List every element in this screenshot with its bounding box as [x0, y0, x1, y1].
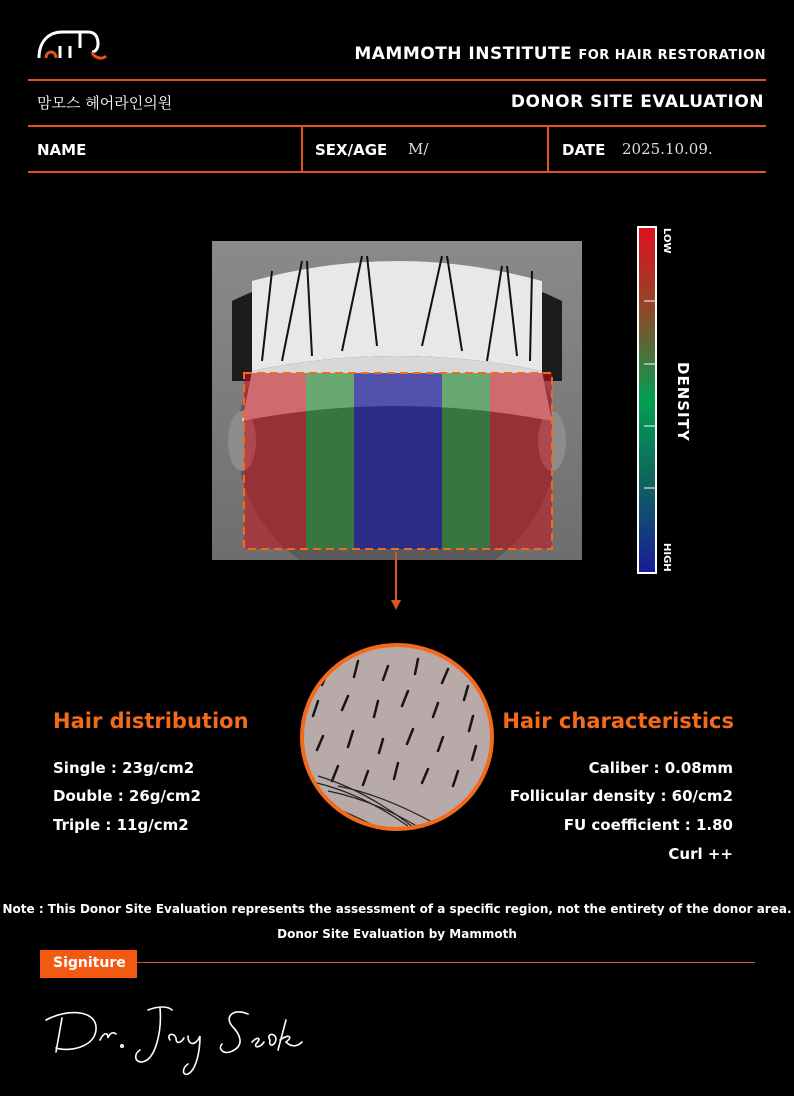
clinic-korean-name: 맘모스 헤어라인의원 [37, 94, 173, 112]
signature-label: Signiture [40, 950, 137, 978]
density-high-label: HIGH [661, 543, 672, 572]
sexage-label: SEX/AGE [315, 141, 388, 159]
characteristics-fu-coefficient: FU coefficient : 1.80 [563, 816, 733, 834]
scalp-photo [212, 241, 582, 560]
mammoth-logo [36, 28, 108, 64]
density-title: DENSITY [674, 362, 692, 442]
institute-name: MAMMOTH INSTITUTE FOR HAIR RESTORATION [354, 44, 766, 64]
evaluation-byline: Donor Site Evaluation by Mammoth [277, 927, 517, 941]
name-label: NAME [37, 141, 87, 159]
characteristics-curl: Curl ++ [668, 845, 733, 863]
evaluation-note: Note : This Donor Site Evaluation represents the assessment of a specific region, not the entirety of the donor area. [2, 902, 792, 916]
characteristics-follicular-density: Follicular density : 60/cm2 [509, 787, 733, 805]
doctor-signature [38, 990, 338, 1080]
scalp-closeup [298, 641, 496, 833]
distribution-single: Single : 23g/cm2 [53, 759, 195, 777]
distribution-title: Hair distribution [53, 709, 249, 733]
arrow-down-icon [386, 552, 406, 612]
distribution-triple: Triple : 11g/cm2 [53, 816, 189, 834]
date-value: 2025.10.09. [622, 140, 713, 158]
date-label: DATE [562, 141, 606, 159]
characteristics-caliber: Caliber : 0.08mm [588, 759, 733, 777]
density-low-label: LOW [661, 228, 672, 254]
sexage-value: M/ [408, 140, 429, 158]
form-title: DONOR SITE EVALUATION [510, 92, 764, 112]
characteristics-title: Hair characteristics [502, 709, 734, 733]
density-scale-bar [636, 226, 658, 574]
distribution-double: Double : 26g/cm2 [53, 787, 201, 805]
